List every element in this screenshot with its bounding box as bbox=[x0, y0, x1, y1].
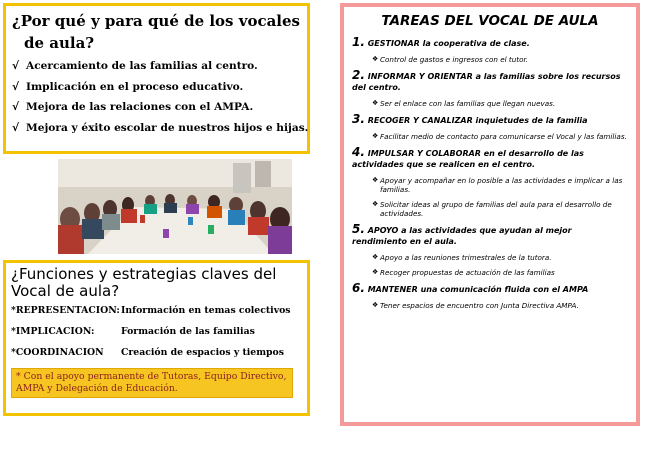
task-item: 1. GESTIONAR la cooperativa de clase. bbox=[352, 35, 530, 49]
check-icon: √ bbox=[12, 80, 20, 93]
task-item: 6. MANTENER una comunicación fluida con el AMPA bbox=[352, 281, 589, 295]
function-key: *IMPLICACION: bbox=[11, 326, 95, 337]
task-number: 5. bbox=[352, 222, 365, 236]
task-number: 3. bbox=[352, 112, 365, 126]
why-title: ¿Por qué y para qué de los vocales de aula? bbox=[12, 12, 300, 52]
why-item: √ Acercamiento de las familias al centro. bbox=[12, 56, 301, 77]
diamond-bullet-icon: ❖ bbox=[372, 55, 379, 63]
task-subitem: ❖ Recoger propuestas de actuación de las familias bbox=[372, 268, 555, 277]
support-note: * Con el apoyo permanente de Tutoras, Equipo Directivo, AMPA y Delegación de Educación. bbox=[11, 368, 293, 398]
functions-box bbox=[3, 260, 310, 416]
task-subitem: ❖ Facilitar medio de contacto para comunicarse el Vocal y las familias. bbox=[372, 132, 627, 141]
why-vocales-box bbox=[3, 3, 310, 154]
task-number: 6. bbox=[352, 281, 365, 295]
check-icon: √ bbox=[12, 60, 20, 72]
diamond-bullet-icon: ❖ bbox=[372, 99, 379, 107]
why-list bbox=[12, 56, 309, 138]
task-item: 5. APOYO a las actividades que ayudan al mejor rendimiento en el aula. bbox=[352, 222, 572, 246]
function-row bbox=[11, 301, 302, 321]
check-icon: √ bbox=[12, 121, 20, 134]
check-icon: √ bbox=[12, 101, 20, 113]
task-subitem: ❖ Ser el enlace con las familias que llegan nuevas. bbox=[372, 99, 556, 108]
diamond-bullet-icon: ❖ bbox=[372, 268, 379, 276]
functions-title: ¿Funciones y estrategias claves del Vocal de aula? bbox=[11, 265, 277, 300]
why-item: √ Implicación en el proceso educativo. bbox=[12, 77, 301, 98]
meeting-room-photo bbox=[58, 159, 292, 254]
diamond-bullet-icon: ❖ bbox=[372, 253, 379, 261]
function-value: Información en temas colectivos bbox=[121, 305, 291, 316]
task-number: 2. bbox=[352, 68, 365, 82]
task-item: 3. RECOGER Y CANALIZAR inquietudes de la familia bbox=[352, 112, 588, 126]
function-key: *COORDINACION bbox=[11, 347, 104, 358]
diamond-bullet-icon: ❖ bbox=[372, 132, 379, 140]
function-row bbox=[11, 322, 302, 342]
tasks-title: TAREAS DEL VOCAL DE AULA bbox=[381, 13, 599, 29]
task-subitem: ❖ Solicitar ideas al grupo de familias del aula para el desarrollo de actividades. bbox=[372, 200, 612, 218]
task-number: 1. bbox=[352, 35, 365, 49]
why-item: √ Mejora de las relaciones con el AMPA. bbox=[12, 97, 301, 118]
function-value: Formación de las familias bbox=[121, 326, 255, 337]
function-key: *REPRESENTACION: bbox=[11, 305, 120, 316]
diamond-bullet-icon: ❖ bbox=[372, 176, 379, 184]
diamond-bullet-icon: ❖ bbox=[372, 200, 379, 208]
task-subitem: ❖ Control de gastos e ingresos con el tutor. bbox=[372, 55, 529, 64]
diamond-bullet-icon: ❖ bbox=[372, 301, 379, 309]
task-subitem: ❖ Apoyar y acompañar en lo posible a las actividades e implicar a las familias. bbox=[372, 176, 623, 194]
meeting-photo-illustration bbox=[58, 159, 292, 254]
task-item: 4. IMPULSAR Y COLABORAR en el desarrollo de las actividades que se realicen en el centro. bbox=[352, 145, 584, 169]
function-value: Creación de espacios y tiempos bbox=[121, 347, 284, 358]
task-number: 4. bbox=[352, 145, 365, 159]
why-item: √ Mejora y éxito escolar de nuestros hijos e hijas. bbox=[12, 118, 301, 139]
task-subitem: ❖ Tener espacios de encuentro con Junta Directiva AMPA. bbox=[372, 301, 579, 310]
task-subitem: ❖ Apoyo a las reuniones trimestrales de la tutora. bbox=[372, 253, 552, 262]
task-item: 2. INFORMAR Y ORIENTAR a las familias sobre los recursos del centro. bbox=[352, 68, 621, 92]
function-row bbox=[11, 343, 302, 363]
tasks-box bbox=[340, 3, 640, 426]
